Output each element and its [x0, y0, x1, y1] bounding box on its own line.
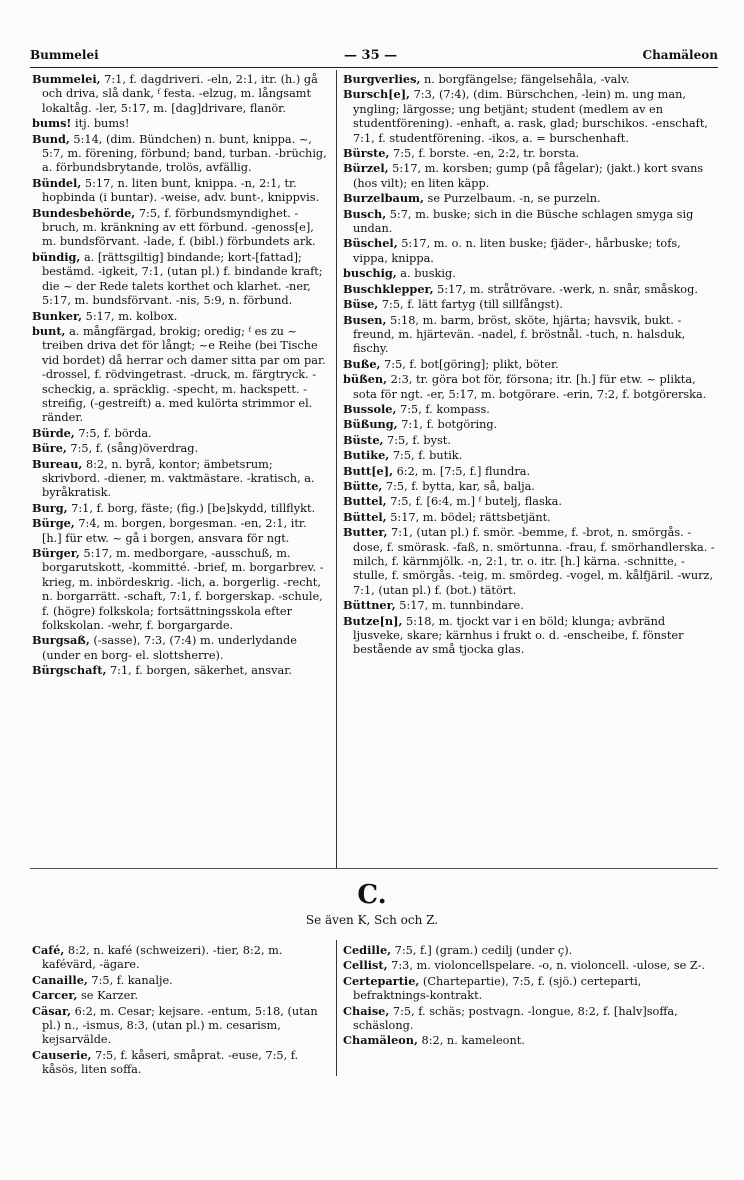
entry-definition: 7:5, f.] (gram.) cedilj (under ç).: [391, 944, 573, 957]
entry-definition: 6:2, m. Cesar; kejsare. -entum, 5:18, (utan pl.) n., -ismus, 8:3, (utan pl.) m. cesarism, kejsarvälde.: [42, 1004, 318, 1047]
entry-definition: 7:1, f. borg, fäste; (fig.) [be]skydd, tillflykt.: [67, 501, 316, 515]
dictionary-entry: [343, 433, 718, 448]
entry-definition: 7:5, f. kåseri, småprat. -euse, 7:5, f. kåsös, liten soffa.: [42, 1048, 299, 1077]
entry-definition: 8:2, n. byrå, kontor; ämbetsrum; skrivbord. -diener, m. vaktmästare. -kratisch, a. byråkratisk.: [42, 457, 315, 500]
entry-definition: 7:5, f. bot[göring]; plikt, böter.: [380, 357, 559, 371]
entry-headword: Büßung,: [343, 417, 398, 432]
entry-headword: Bummelei,: [32, 72, 101, 86]
entry-definition: 7:1, f. dagdriveri. -eln, 2:1, itr. (h.) gå och driva, slå dank, ᶠ festa. -elzug, m. långsamt lokaltåg. -ler, 5:17, m. [dag]drivare, flanör.: [42, 73, 318, 115]
entry-definition: 7:1, f. borgen, säkerhet, ansvar.: [106, 664, 292, 678]
entry-headword: Bündel,: [32, 175, 82, 190]
dictionary-entry: [32, 116, 328, 131]
entry-headword: Carcer,: [32, 988, 78, 1003]
entry-definition: 7:5, f. borste. -en, 2:2, tr. borsta.: [389, 147, 580, 161]
entry-definition: 7:3, (7:4), (dim. Bürschchen, -lein) m. ung man, yngling; lärgosse; ung betjänt; student (medlem av en studentförening). -enhaft, a. rask, glad; burschikos. -enschaft, 7:1, f. studentförening. -ikos, a. = burschenhaft.: [353, 88, 708, 145]
entry-definition: 5:17, m. kolbox.: [82, 309, 178, 323]
dictionary-entry: [343, 357, 718, 372]
dictionary-entry: [32, 309, 328, 324]
entry-headword: Buße,: [343, 356, 381, 371]
entry-definition: 7:5, f. bytta, kar, så, balja.: [382, 479, 535, 493]
entry-definition: 7:5, f. schäs; postvagn. -longue, 8:2, f. [halv]soffa, schäslong.: [353, 1004, 678, 1033]
entry-definition: 7:5, f. byst.: [383, 433, 451, 447]
entry-headword: bums!: [32, 116, 72, 131]
dictionary-entry: [343, 958, 718, 973]
dictionary-entry: [32, 988, 328, 1003]
dictionary-entry: [32, 663, 328, 678]
entry-definition: 7:5, f. lätt fartyg (till sillfångst).: [378, 298, 564, 312]
dictionary-entry: [32, 206, 328, 250]
entry-definition: 5:17, m. bödel; rättsbetjänt.: [386, 510, 551, 524]
dictionary-entry: [32, 546, 328, 633]
dictionary-entry: [343, 494, 718, 509]
dictionary-entry: [32, 501, 328, 516]
entry-headword: Büschel,: [343, 236, 398, 251]
dictionary-entry: [32, 176, 328, 206]
entry-definition: 5:7, m. buske; sich in die Büsche schlagen smyga sig undan.: [353, 207, 694, 236]
dictionary-entry: [343, 191, 718, 206]
entry-definition: 5:17, m. medborgare, -ausschuß, m. borgarutskott, -kommitté. -brief, m. borgarbrev. -krieg, m. inbördeskrig. -lich, a. borgerlig. -recht, n. borgarrätt. -schaft, 7:1, f. borgerskap. -schule, f. (högre) folkskola; fortsättningsskola efter folkskolan. -wehr, f. borgargarde.: [42, 547, 324, 633]
entry-headword: Cedille,: [343, 943, 392, 957]
entry-definition: 7:5, f. kompass.: [396, 402, 490, 416]
entry-headword: Certepartie,: [343, 973, 420, 988]
header-left-guide-word: Bummelei: [30, 48, 99, 62]
entry-headword: Burzelbaum,: [343, 191, 424, 206]
entry-definition: 7:5, f. (sång)överdrag.: [66, 442, 199, 456]
dictionary-entry: [343, 313, 718, 357]
entry-definition: a. mångfärgad, brokig; oredig; ᶠ es zu ~ treiben driva det för långt; ~e Reihe (bei Tische vid bordet) då herrar och damer sitta par om par. -drossel, f. rödvingetrast. -druck, m. färgtryck. -scheckig, a. spräcklig. -specht, m. hackspett. -streifig, (-gestreift) a. med kulörta strimmor el. ränder.: [42, 324, 326, 425]
entry-headword: Buttel,: [343, 494, 387, 509]
entry-headword: Chaise,: [343, 1003, 390, 1018]
entry-definition: 7:1, (utan pl.) f. smör. -bemme, f. -brot, n. smörgås. -dose, f. smörask. -faß, n. smörtunna. -frau, f. smörhandlerska. -milch, f. kärnmjölk. -n, 2:1, tr. o. itr. [h.] kärna. -schnitte, -stulle, f. smörgås. -teig, m. smördeg. -vogel, m. kålfjäril. -wurz, 7:1, (utan pl.) f. (bot.) tätört.: [353, 526, 715, 597]
entry-definition: 5:17, m. stråtrövare. -werk, n. snår, småskog.: [433, 282, 698, 296]
entry-headword: Büse,: [343, 297, 379, 312]
column-divider-bottom: [336, 940, 337, 1076]
entry-headword: Butike,: [343, 448, 390, 463]
entry-headword: Büttner,: [343, 598, 396, 613]
entry-headword: Bürzel,: [343, 161, 389, 176]
entry-headword: Causerie,: [32, 1047, 92, 1062]
entry-headword: Cäsar,: [32, 1003, 72, 1018]
entry-definition: 5:14, (dim. Bündchen) n. bunt, knippa. ~, 5:7, m. förening, förbund; band, turban. -brüchig, a. förbundsbrytande, trolös, avfällig.: [42, 132, 327, 175]
dictionary-entry: [343, 372, 718, 402]
dictionary-entry: [343, 598, 718, 613]
dictionary-entry: [32, 1004, 328, 1048]
entry-definition: se Purzelbaum. -n, se purzeln.: [423, 192, 601, 206]
entry-definition: 6:2, m. [7:5, f.] flundra.: [393, 464, 531, 478]
entry-headword: Bundesbehörde,: [32, 205, 136, 220]
entry-definition: 7:5, f. kanalje.: [87, 973, 173, 987]
entry-headword: Bussole,: [343, 401, 397, 416]
entry-definition: 2:3, tr. göra bot för, försona; itr. [h.] für etw. ~ plikta, sota för ngt. -er, 5:17, m. botgörare. -erin, 7:2, f. botgörerska.: [353, 373, 707, 401]
entry-headword: Bürger,: [32, 546, 80, 560]
dictionary-entry: [343, 974, 718, 1004]
entry-headword: Bürge,: [32, 516, 75, 531]
entry-headword: Butter,: [343, 525, 388, 540]
page-number: — 35 —: [344, 47, 398, 63]
dictionary-entry: [343, 448, 718, 463]
dictionary-entry: [343, 943, 718, 958]
entry-headword: Buschklepper,: [343, 281, 434, 296]
section-rule: [30, 868, 718, 869]
dictionary-entry: [343, 510, 718, 525]
section-cross-reference: Se även K, Sch och Z.: [305, 913, 439, 927]
dictionary-entry: [343, 146, 718, 161]
entry-headword: Busch,: [343, 206, 387, 221]
dictionary-entry: [343, 207, 718, 237]
entry-definition: a. [rättsgiltig] bindande; kort-[fattad]; bestämd. -igkeit, 7:1, (utan pl.) f. bindande kraft; die ~ der Rede talets korthet och klarhet. -ner, 5:17, m. bundsförvant. -nis, 5:9, n. förbund.: [42, 250, 323, 308]
header-rule: [30, 67, 718, 68]
entry-headword: Büttel,: [343, 509, 387, 524]
entry-headword: Bursch[e],: [343, 87, 410, 102]
entry-definition: 5:18, m. tjockt var i en böld; klunga; avbränd ljusveke, skare; kärnhus i frukt o. d. -enscheibe, f. fönster bestående av små tjocka glas.: [353, 614, 684, 657]
entry-headword: Büste,: [343, 432, 384, 447]
entry-headword: buschig,: [343, 266, 397, 281]
entry-headword: Butze[n],: [343, 613, 403, 628]
entry-headword: Chamäleon,: [343, 1033, 418, 1048]
entry-definition: se Karzer.: [77, 989, 139, 1003]
dictionary-entry: [32, 441, 328, 456]
entry-headword: Butt[e],: [343, 463, 394, 478]
entry-definition: a. buskig.: [396, 267, 456, 281]
entry-headword: Bütte,: [343, 478, 383, 493]
dictionary-entry: [32, 633, 328, 663]
dictionary-entry: [32, 132, 328, 176]
dictionary-entry: [343, 417, 718, 432]
dictionary-entry: [343, 282, 718, 297]
dictionary-entry: [343, 266, 718, 281]
entry-definition: 5:17, m. tunnbindare.: [395, 599, 524, 613]
dictionary-entry: [343, 1033, 718, 1048]
left-column-bottom: [32, 943, 328, 1078]
dictionary-entry: [32, 1048, 328, 1078]
page-header: [30, 44, 718, 66]
dictionary-entry: [343, 1004, 718, 1034]
dictionary-entry: [343, 614, 718, 658]
dictionary-entry: [343, 87, 718, 146]
entry-definition: 5:17, m. korsben; gump (på fågelar); (jakt.) kort svans (hos vilt); en liten käpp.: [353, 162, 704, 190]
entry-definition: n. borgfängelse; fängelsehåla, -valv.: [420, 73, 630, 86]
dictionary-entry: [32, 457, 328, 501]
entry-definition: 5:17, m. o. n. liten buske; fjäder-, hårbuske; tofs, vippa, knippa.: [353, 237, 681, 265]
dictionary-entry: [343, 72, 718, 87]
entry-headword: Bürste,: [343, 146, 390, 161]
entry-headword: Bürgschaft,: [32, 663, 107, 678]
entry-headword: büßen,: [343, 372, 388, 387]
entry-definition: 7:5, f. [6:4, m.] ᶠ butelj, flaska.: [386, 495, 562, 509]
entry-headword: Café,: [32, 943, 65, 957]
entry-definition: (-sasse), 7:3, (7:4) m. underlydande (under en borg- el. slottsherre).: [42, 634, 297, 662]
entry-definition: 7:5, f. förbundsmyndighet. -bruch, m. kränkning av ett förbund. -genoss[e], m. bundsförvant. -lade, f. (bibl.) förbundets ark.: [42, 206, 316, 249]
entry-headword: Bunker,: [32, 308, 83, 323]
entry-headword: Bürde,: [32, 425, 75, 440]
dictionary-entry: [343, 161, 718, 191]
entry-headword: Burgverlies,: [343, 72, 421, 86]
right-column-top: [343, 72, 718, 658]
dictionary-entry: [32, 426, 328, 441]
header-right-guide-word: Chamäleon: [642, 48, 718, 62]
entry-headword: Busen,: [343, 312, 387, 327]
entry-definition: 7:3, m. violoncellspelare. -o, n. violoncell. -ulose, se Z-.: [387, 959, 706, 973]
dictionary-entry: [343, 236, 718, 266]
entry-headword: Canaille,: [32, 972, 88, 987]
dictionary-entry: [32, 973, 328, 988]
dictionary-entry: [32, 324, 328, 426]
dictionary-entry: [32, 943, 328, 973]
dictionary-entry: [343, 479, 718, 494]
entry-definition: 7:5, f. butik.: [389, 449, 463, 463]
entry-definition: 7:1, f. botgöring.: [397, 418, 498, 432]
dictionary-entry: [32, 516, 328, 546]
section-letter: C.: [357, 880, 387, 910]
entry-definition: 5:18, m. barm, bröst, sköte, hjärta; havsvik, bukt. -freund, m. hjärtevän. -nadel, f. bröstnål. -tuch, n. halsduk, fischy.: [353, 313, 686, 356]
entry-definition: (Chartepartie), 7:5, f. (sjö.) certeparti, befraktnings-kontrakt.: [353, 974, 642, 1003]
dictionary-entry: [343, 297, 718, 312]
right-column-bottom: [343, 943, 718, 1049]
entry-headword: Cellist,: [343, 958, 388, 973]
dictionary-entry: [32, 250, 328, 309]
entry-definition: 8:2, n. kameleont.: [417, 1034, 525, 1048]
dictionary-entry: [343, 525, 718, 598]
column-divider-top: [336, 70, 337, 868]
entry-definition: 7:4, m. borgen, borgesman. -en, 2:1, itr. [h.] für etw. ~ gå i borgen, ansvara för ngt.: [42, 517, 307, 545]
entry-headword: Büre,: [32, 441, 67, 456]
entry-headword: Bureau,: [32, 456, 83, 471]
dictionary-entry: [32, 72, 328, 116]
entry-headword: Burg,: [32, 500, 68, 515]
entry-headword: Bund,: [32, 131, 70, 146]
entry-headword: Burgsaß,: [32, 633, 90, 648]
dictionary-entry: [343, 464, 718, 479]
entry-definition: 8:2, n. kafé (schweizeri). -tier, 8:2, m. kafévärd, -ägare.: [42, 944, 283, 972]
entry-definition: 7:5, f. börda.: [74, 426, 152, 440]
entry-definition: 5:17, n. liten bunt, knippa. -n, 2:1, tr. hopbinda (i buntar). -weise, adv. bunt-, knippvis.: [42, 176, 320, 205]
entry-headword: bündig,: [32, 249, 81, 264]
dictionary-entry: [343, 402, 718, 417]
left-column-top: [32, 72, 328, 679]
entry-headword: bunt,: [32, 323, 66, 338]
entry-definition: itj. bums!: [71, 117, 130, 131]
